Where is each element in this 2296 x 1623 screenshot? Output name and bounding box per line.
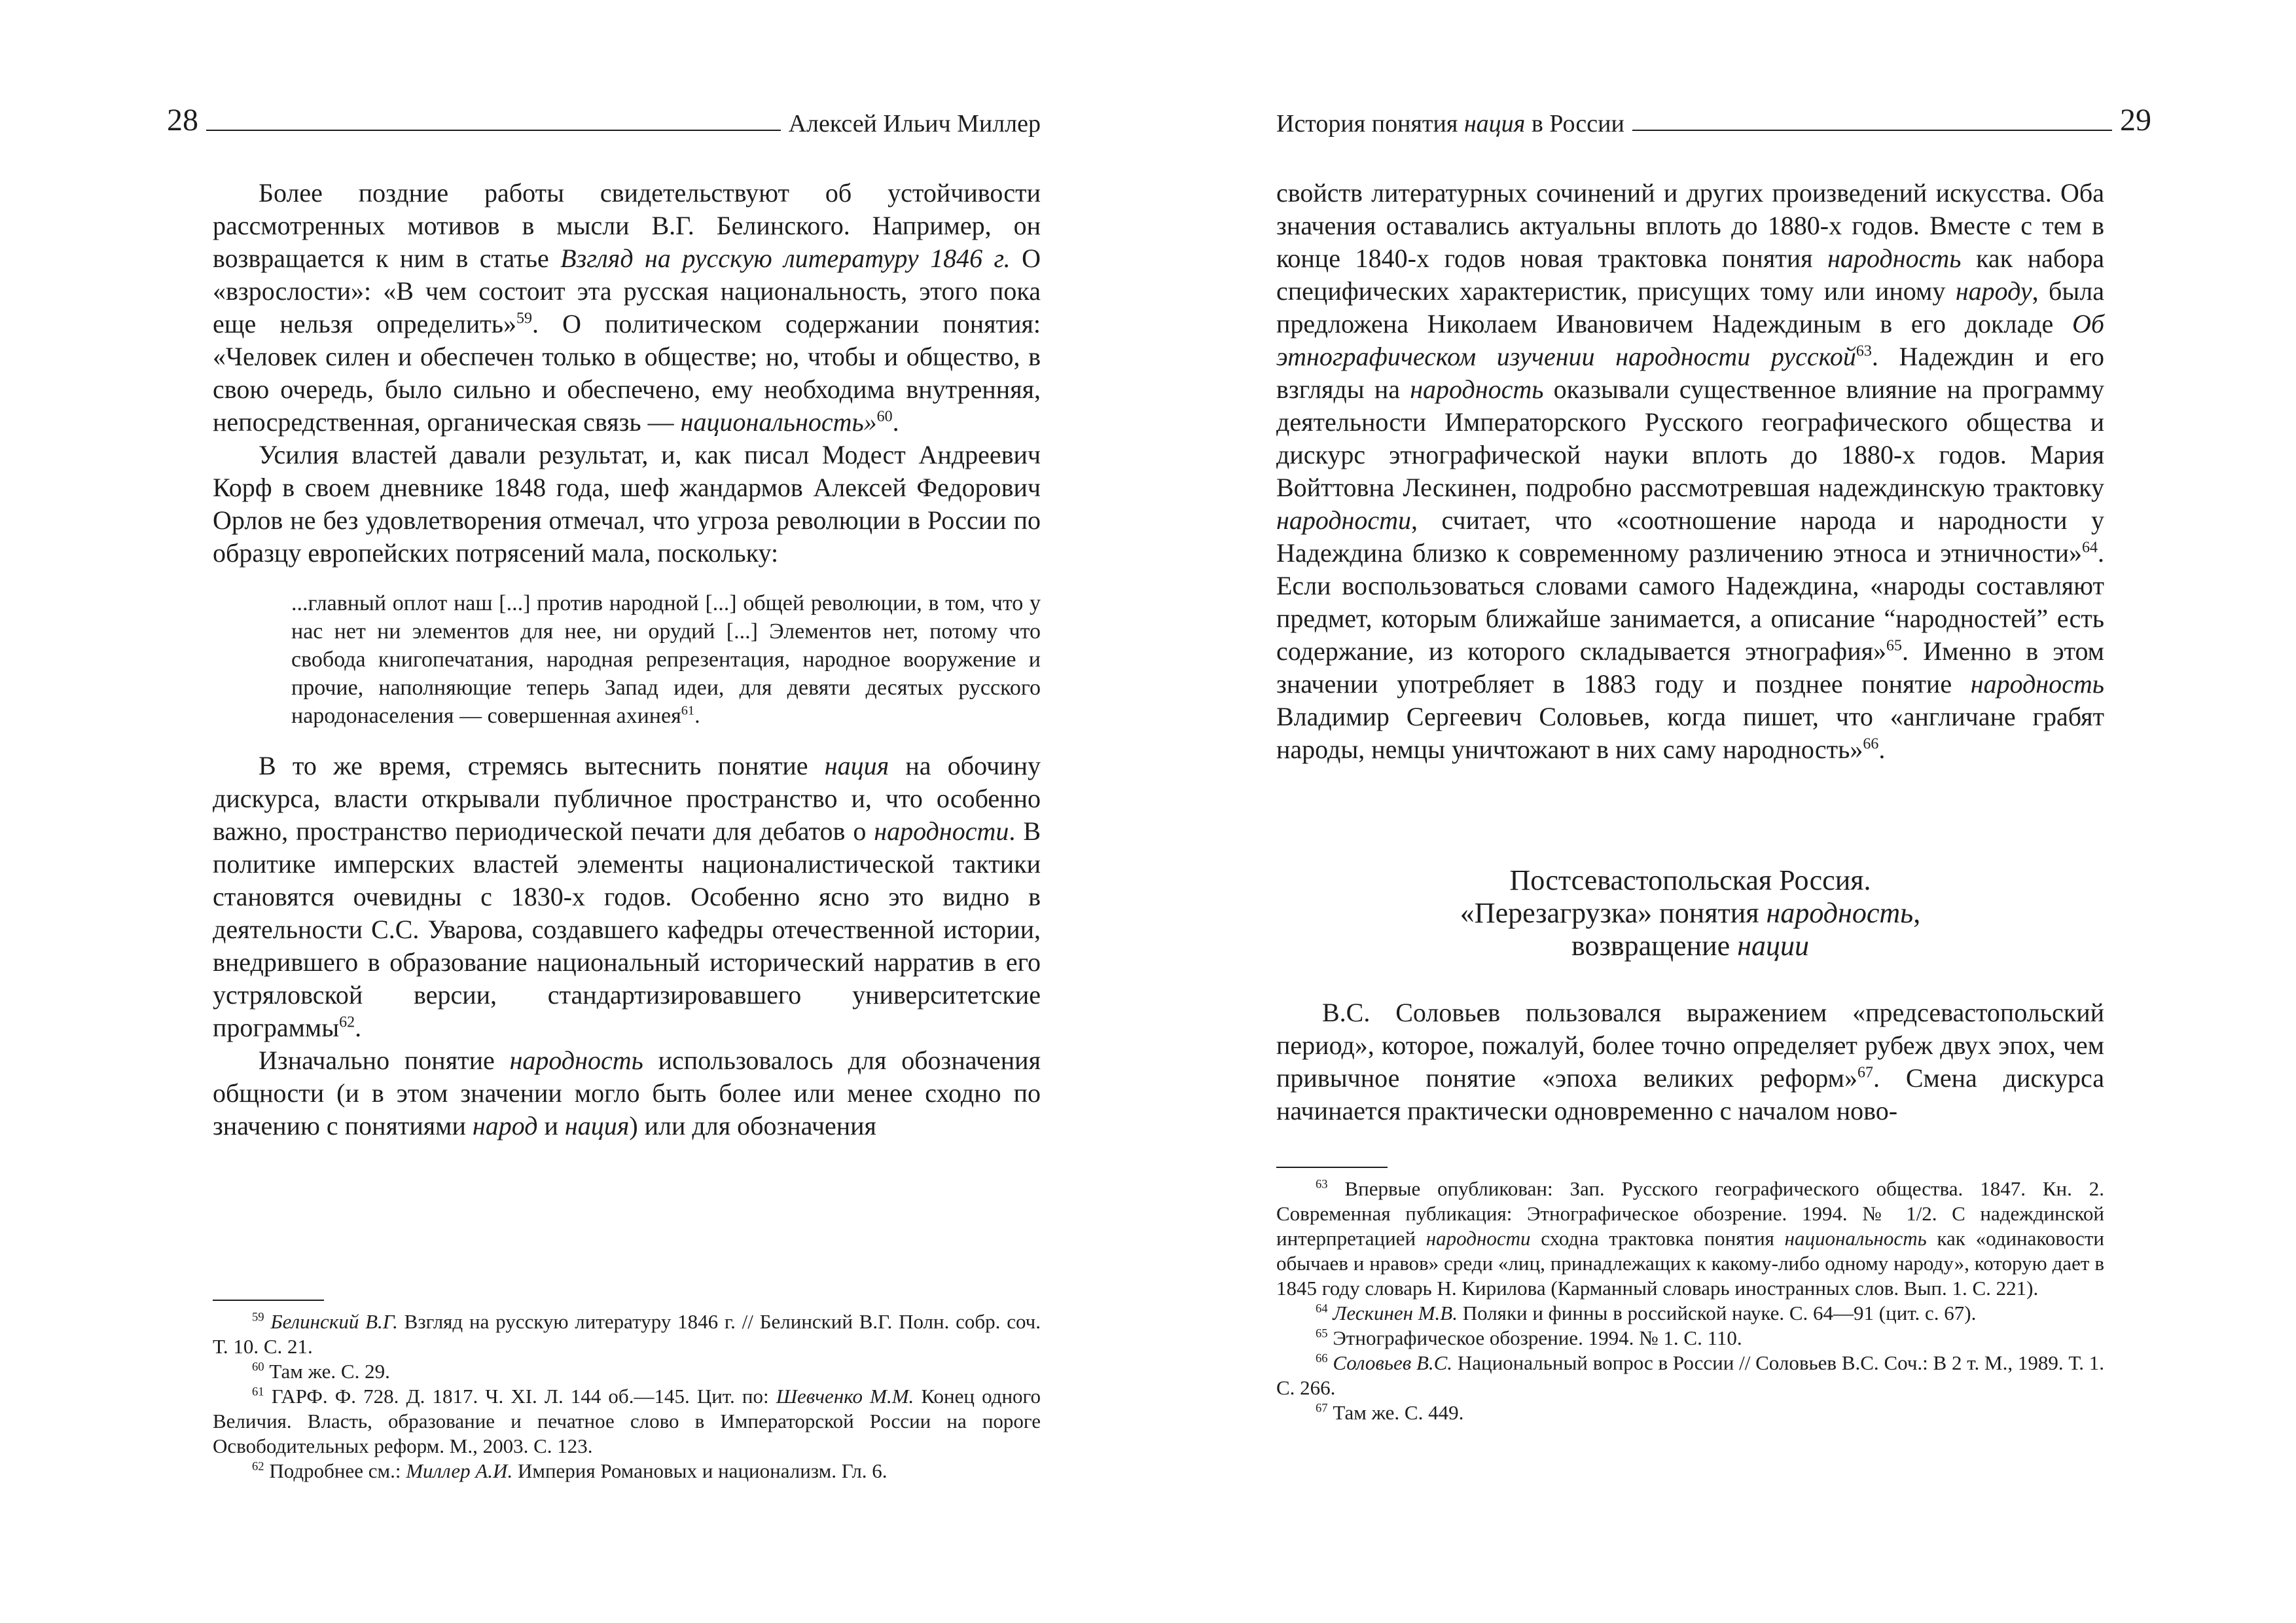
footnote-ref: 67 (1857, 1064, 1873, 1082)
right-main-text (1276, 177, 2104, 766)
right-main-text-continued (1276, 996, 2104, 1127)
footnote-61: $^{61}$ ГАРФ. Ф. 728. Д. 1817. Ч. XI. Л. 144 об.—145. Цит. по: Шевченко М.М. Конец одного Величия. Власть, образование и печатное слово в Императорской России на пороге Освободительных реформ. М., 2003. С. 123. (213, 1385, 1041, 1457)
paragraph: Изначально понятие народность использовалось для обозначения общности (и в этом значении могло быть более или менее сходно по значению с понятиями народ и нация) или для обозначения (213, 1046, 1041, 1140)
footnote-ref: 67 (1316, 1401, 1328, 1415)
left-page (167, 0, 1041, 1623)
italic-text: Соловьев В.С. (1333, 1351, 1453, 1374)
italic-text: народности (1426, 1227, 1531, 1250)
italic-text: Белинский В.Г. (270, 1310, 398, 1333)
footnote-ref: 60 (876, 408, 893, 426)
paragraph: свойств литературных сочинений и других произведений искусства. Оба значения оставались актуальны вплоть до 1880-х годов. Вместе с тем в конце 1840-х годов новая трактовка понятия народность как набора специфических характеристик, присущих тому или иному народу, была предложена Николаем Ивановичем Надеждиным в его докладе Об этнографическом изучении народности русской$^{63}$. Надеждин и его взгляды на народность оказывали существенное влияние на программу деятельности Императорского Русского географического общества и дискурс этнографической науки вплоть до 1880-х годов. Мария Войттовна Лескинен, подробно рассмотревшая надеждинскую трактовку народности, считает, что «соотношение народа и народности у Надеждина близко к современному различению этноса и этничности»$^{64}$. Если воспользоваться словами самого Надеждина, «народы составляют предмет, которым ближайше занимается, а описание “народностей” есть содержание, из которого складывается этнография»$^{65}$. Именно в этом значении употребляет в 1883 году и позднее понятие народность Владимир Сергеевич Соловьев, когда пишет, что «англичане грабят народы, немцы уничтожают в них саму народность»$^{66}$. (1276, 178, 2105, 764)
header-rule (206, 130, 781, 131)
heading-line: «Перезагрузка» понятия народность, (1460, 897, 1921, 929)
italic-text: национальность (1784, 1227, 1927, 1250)
quote-text: ...главный оплот наш [...] против народной [...] общей революции, в том, что у нас нет ни элементов для нее, ни орудий [...] Элементов нет, потому что свобода книгопечатания, народная репрезентация, народное вооружение и прочие, наполняющие теперь Запад идеи, для девяти десятых русского народонаселения — совершенная ахинея$^{61}$. (291, 591, 1041, 728)
italic-text: национальность» (680, 407, 877, 437)
paragraph: Более поздние работы свидетельствуют об устойчивости рассмотренных мотивов в мысли В.Г. Белинского. Например, он возвращается к ним в статье Взгляд на русскую литературу 1846 г. О «взрослости»: «В чем состоит эта русская национальность, этого пока еще нельзя определить»$^{59}$. О политическом содержании понятия: «Человек силен и обеспечен только в обществе; но, чтобы и общество, в свою очередь, было сильно и обеспечено, ему необходима внутренняя, непосредственная, органическая связь — национальность»$^{60}$. (213, 178, 1041, 437)
right-page (1276, 0, 2151, 1623)
footnote-60: $^{60}$ Там же. С. 29. (252, 1360, 390, 1383)
footnote-65: $^{65}$ Этнографическое обозрение. 1994. № 1. С. 110. (1316, 1326, 1742, 1349)
footnote-ref: 62 (252, 1459, 264, 1474)
italic-text: Шевченко М.М. (776, 1385, 914, 1408)
footnote-67: $^{67}$ Там же. С. 449. (1316, 1401, 1464, 1424)
footnote-ref: 59 (252, 1310, 264, 1324)
footnote-62: $^{62}$ Подробнее см.: Миллер А.И. Империя Романовых и национализм. Гл. 6. (252, 1459, 888, 1482)
italic-text: народность (1827, 244, 1962, 273)
footnote-ref: 64 (2082, 539, 2098, 556)
footnote-ref: 65 (1886, 637, 1903, 655)
left-running-head (167, 97, 1041, 137)
italic-text: народность (509, 1046, 643, 1075)
footnote-63: $^{63}$ Впервые опубликован: Зап. Русского географического общества. 1847. Кн. 2. Современная публикация: Этнографическое обозрение. 1994. № 1/2. С надеждинской интерпретацией народности сходна трактовка понятия национальность как «одинаковости обычаев и нравов» среди «лиц, принадлежащих к какому-либо одному народу», которую дает в 1845 году словарь Н. Кирилова (Карманный словарь иностранных слов. Вып. 1. С. 221). (1276, 1177, 2104, 1300)
header-rule (1632, 130, 2112, 131)
italic-text: народности (874, 816, 1009, 846)
block-quote (291, 589, 1041, 730)
italic-text: нации (1737, 930, 1810, 962)
footnote-ref: 59 (516, 310, 532, 327)
italic-text: народность (1766, 897, 1914, 929)
italic-text: нация (1463, 110, 1526, 137)
footnote-66: $^{66}$ Соловьев В.С. Национальный вопрос в России // Соловьев В.С. Соч.: В 2 т. М., 1989. Т. 1. С. 266. (1276, 1351, 2105, 1399)
footnote-rule (213, 1300, 324, 1301)
italic-text: Взгляд на русскую литературу 1846 г. (560, 244, 1011, 273)
left-page-number: 28 (167, 103, 198, 137)
italic-text: народности (1276, 505, 1412, 535)
left-footnotes (213, 1309, 1041, 1484)
paragraph: Усилия властей давали результат, и, как писал Модест Андреевич Корф в своем дневнике 1848 года, шеф жандармов Алексей Федорович Орлов не без удовлетворения отмечал, что угроза революции в России по образцу европейских потрясений мала, поскольку: (213, 440, 1041, 568)
footnote-ref: 61 (681, 703, 695, 718)
heading-line: возвращение нации (1571, 930, 1810, 962)
italic-text: народность (1970, 669, 2104, 699)
paragraph: В то же время, стремясь вытеснить понятие нация на обочину дискурса, власти открывали публичное пространство и, что особенно важно, пространство периодической печати для дебатов о народности. В политике имперских властей элементы националистической тактики становятся очевидны с 1830-х годов. Особенно ясно это видно в деятельности С.С. Уварова, создавшего кафедры отечественной истории, внедрившего в образование национальный исторический нарратив в его устряловской версии, стандартизировавшего университетские программы$^{62}$. (213, 751, 1041, 1042)
left-main-text (213, 177, 1041, 1142)
footnote-ref: 60 (252, 1360, 264, 1374)
italic-text: народу (1955, 276, 2032, 306)
footnote-ref: 66 (1863, 735, 1879, 753)
heading-line: Постсевастопольская Россия. (1509, 864, 1871, 896)
italic-text: народ (472, 1111, 538, 1140)
footnote-ref: 61 (252, 1385, 264, 1399)
right-page-number: 29 (2120, 103, 2151, 137)
section-heading (1276, 864, 2104, 962)
paragraph: В.С. Соловьев пользовался выражением «предсевастопольский период», которое, пожалуй, более точно определяет рубеж двух эпох, чем привычное понятие «эпоха великих реформ»$^{67}$. Смена дискурса начинается практически одновременно с началом ново- (1276, 998, 2104, 1125)
italic-text: Об этнографическом изучении народности русской (1276, 309, 2104, 371)
italic-text: Миллер А.И. (406, 1459, 513, 1482)
italic-text: нация (824, 751, 889, 780)
footnote-ref: 63 (1856, 342, 1872, 360)
footnote-59: $^{59}$ Белинский В.Г. Взгляд на русскую литературу 1846 г. // Белинский В.Г. Полн. собр. соч. Т. 10. С. 21. (213, 1310, 1041, 1358)
right-footnotes (1276, 1176, 2104, 1425)
footnote-ref: 66 (1316, 1351, 1328, 1366)
footnote-ref: 62 (339, 1013, 355, 1031)
right-running-head (1276, 97, 2151, 137)
footnote-ref: 63 (1316, 1177, 1328, 1192)
italic-text: нация (564, 1111, 630, 1140)
footnote-rule (1276, 1167, 1388, 1168)
italic-text: народность (1410, 374, 1544, 404)
right-running-title: История понятия нация в России (1276, 110, 1624, 137)
left-running-title: Алексей Ильич Миллер (788, 110, 1041, 137)
footnote-ref: 64 (1316, 1302, 1328, 1316)
footnote-64: $^{64}$ Лескинен М.В. Поляки и финны в российской науке. С. 64—91 (цит. с. 67). (1316, 1302, 1977, 1324)
footnote-ref: 65 (1316, 1326, 1328, 1341)
italic-text: Лескинен М.В. (1333, 1302, 1458, 1324)
